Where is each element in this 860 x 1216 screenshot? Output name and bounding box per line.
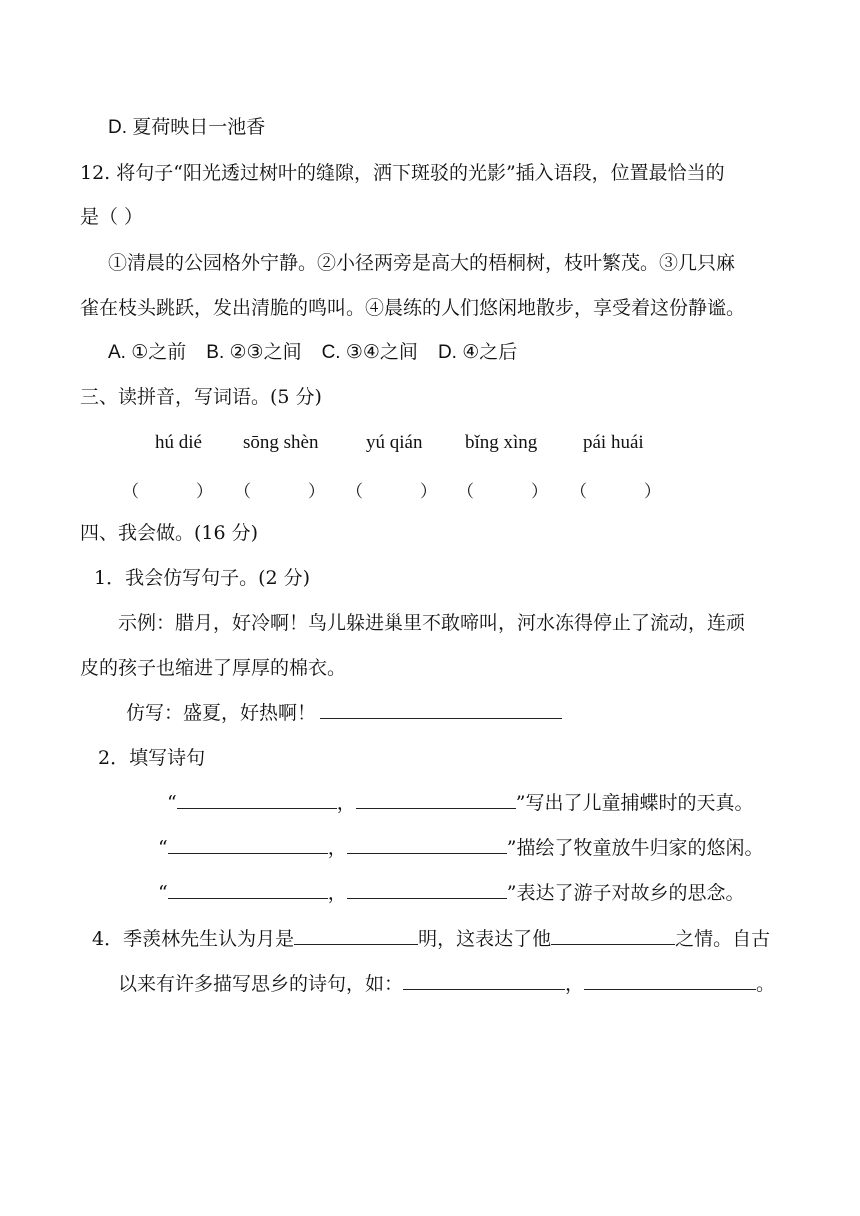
poem-row-text: 描绘了牧童放牛归家的悠闲。 [516,837,764,859]
q4-blank-4[interactable] [584,971,756,990]
q4-line2-comma: ， [565,973,585,995]
section3-title: 三、读拼音，写词语。(5 分) [80,386,322,408]
q1-title: 1．我会仿写句子。(2 分) [94,567,311,589]
pinyin-5: pái huái [583,432,644,453]
poem-row-text: 表达了游子对故乡的思念。 [516,882,745,904]
comma: ， [336,792,356,814]
bracket-open: （ [234,482,251,501]
q4-blank-1[interactable] [294,926,418,945]
q4-line1 [92,926,770,952]
close-quote: ” [515,792,526,814]
q4-blank-3[interactable] [403,971,565,990]
poem-blank[interactable] [168,880,328,899]
q4-line2-end: 。 [756,973,776,995]
close-quote: ” [506,882,517,904]
pinyin-2: sōng shèn [243,432,319,453]
pinyin-4: bǐng xìng [465,432,538,453]
q12-options [108,340,517,366]
poem-blank[interactable] [356,790,516,809]
q12-option-a[interactable]: A. ①之前 [108,342,187,363]
open-quote: “ [167,792,177,814]
q12-option-b[interactable]: B. ②③之间 [206,342,302,363]
section4-title: 四、我会做。(16 分) [80,522,259,544]
q12-option-d[interactable]: D. ④之后 [437,342,518,363]
q12-passage-line1: ①清晨的公园格外宁静。②小径两旁是高大的梧桐树，枝叶繁茂。③几只麻 [108,252,736,274]
open-quote: “ [158,882,168,904]
q12-stem-line1: 12. 将句子“阳光透过树叶的缝隙，洒下斑驳的光影”插入语段，位置最恰当的 [80,162,725,184]
bracket-close: ） [308,482,325,501]
q1-example-line2: 皮的孩子也缩进了厚厚的棉衣。 [80,657,347,679]
close-quote: ” [506,837,517,859]
poem-blank[interactable] [177,790,337,809]
q1-example-line1: 示例：腊月，好冷啊！鸟儿躲进巢里不敢啼叫，河水冻得停止了流动，连顽 [118,612,746,634]
bracket-close: ） [420,482,437,501]
poem-row-2 [158,835,763,861]
bracket-open: （ [122,482,139,501]
q4-line2-prefix: 以来有许多描写思乡的诗句，如： [118,973,404,995]
bracket-open: （ [457,482,474,501]
q12-passage-line2: 雀在枝头跳跃，发出清脆的鸣叫。④晨练的人们悠闲地散步，享受着这份静谧。 [80,297,746,319]
open-quote: “ [158,837,168,859]
pinyin-3: yú qián [366,432,423,453]
q4-line2 [118,971,775,997]
q12-stem-line2: 是（ ） [80,206,144,228]
bracket-open: （ [346,482,363,501]
q11-option-d: D. 夏荷映日一池香 [108,117,266,138]
poem-blank[interactable] [168,835,328,854]
pinyin-1: hú dié [155,432,202,453]
bracket-close: ） [531,482,548,501]
poem-blank[interactable] [347,880,507,899]
q12-option-c[interactable]: C. ③④之间 [321,342,418,363]
q4-part1: 4．季羡林先生认为月是 [92,928,295,950]
bracket-open: （ [570,482,587,501]
bracket-close: ） [644,482,661,501]
q4-part2: 明，这表达了他 [418,928,552,950]
poem-row-3 [158,880,744,906]
q4-blank-2[interactable] [551,926,675,945]
imitate-answer-blank[interactable] [320,700,562,719]
poem-row-text: 写出了儿童捕蝶时的天真。 [525,792,754,814]
bracket-close: ） [196,482,213,501]
q1-imitate-row [126,700,562,726]
q4-part3: 之情。自古 [675,928,771,950]
poem-blank[interactable] [347,835,507,854]
imitate-prompt: 仿写：盛夏，好热啊！ [126,702,317,724]
comma: ， [327,837,347,859]
comma: ， [327,882,347,904]
q2-title: 2．填写诗句 [98,747,206,769]
poem-row-1 [167,790,753,816]
